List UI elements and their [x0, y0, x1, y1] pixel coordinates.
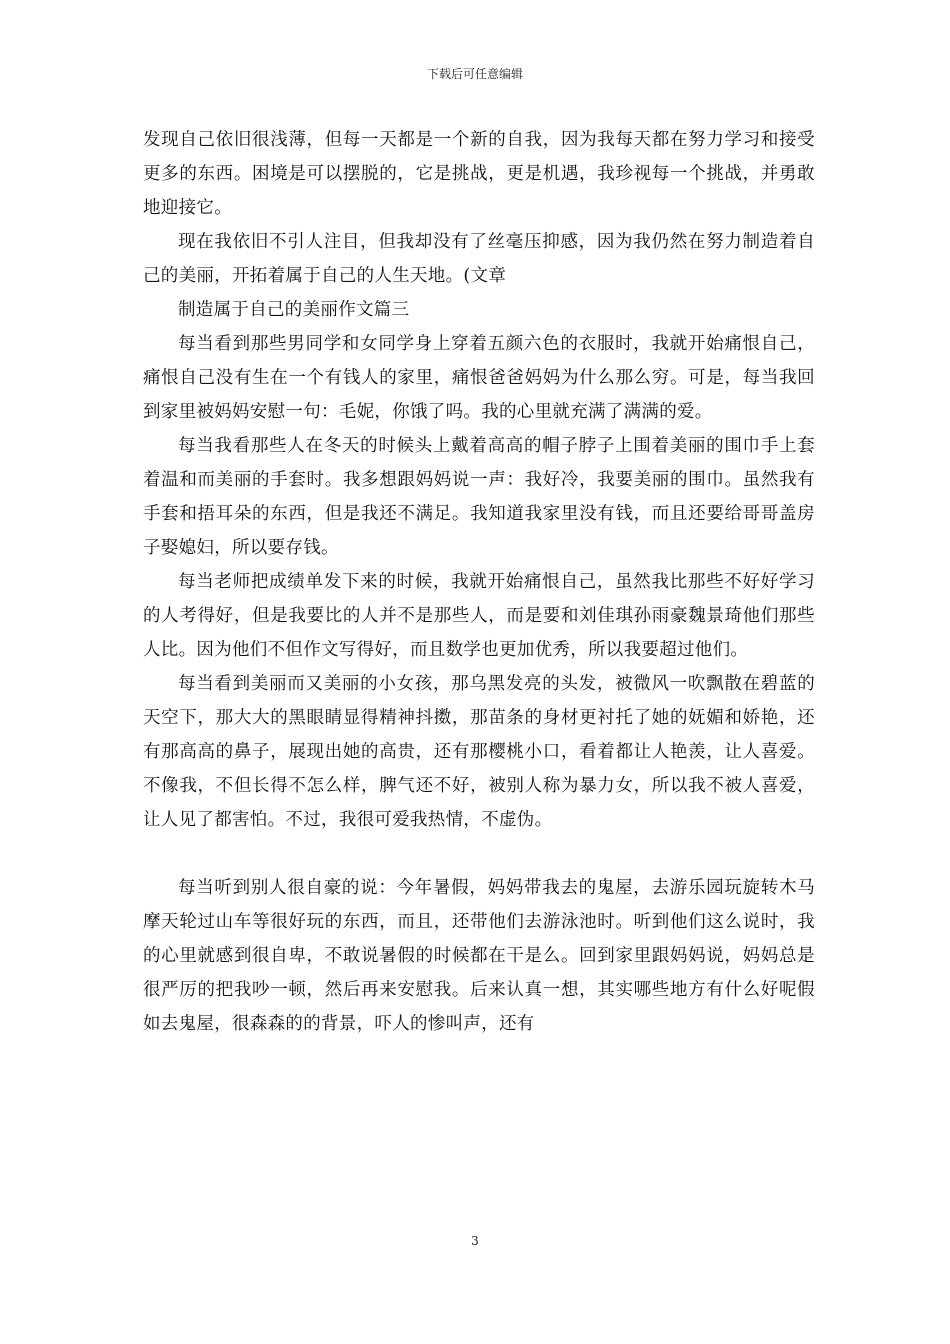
paragraph-spacer [143, 837, 815, 871]
page-number: 3 [471, 1234, 479, 1248]
section-heading: 制造属于自己的美丽作文篇三 [178, 300, 410, 320]
paragraph-6: 每当看到美丽而又美丽的小女孩，那乌黑发亮的头发，被微风一吹飘散在碧蓝的天空下，那大大的黑眼睛显得精神抖擞，那苗条的身材更衬托了她的妩媚和娇艳，还有那高高的鼻子，展现出她的高贵，还有那樱桃小口，看着都让人艳羡，让人喜爱。不像我，不但长得不怎么样，脾气还不好，被别人称为暴力女，所以我不被人喜爱，让人见了都害怕。不过，我很可爱我热情，不虚伪。 [143, 674, 815, 830]
paragraph-4: 每当我看那些人在冬天的时候头上戴着高高的帽子脖子上围着美丽的围巾手上套着温和而美丽的手套时。我多想跟妈妈说一声：我好冷，我要美丽的围巾。虽然我有手套和捂耳朵的东西，但是我还不满足。我知道我家里没有钱，而且还要给哥哥盖房子娶媳妇，所以要存钱。 [143, 436, 815, 558]
paragraph-2: 现在我依旧不引人注目，但我却没有了丝毫压抑感，因为我仍然在努力制造着自己的美丽，开拓着属于自己的人生天地。(文章 [143, 232, 815, 286]
paragraph-5: 每当老师把成绩单发下来的时候，我就开始痛恨自己，虽然我比那些不好好学习的人考得好，但是我要比的人并不是那些人，而是要和刘佳琪孙雨豪魏景琦他们那些人比。因为他们不但作文写得好，而且数学也更加优秀，所以我要超过他们。 [143, 572, 815, 660]
document-body [143, 123, 815, 1041]
paragraph-1: 发现自己依旧很浅薄，但每一天都是一个新的自我，因为我每天都在努力学习和接受更多的东西。困境是可以摆脱的，它是挑战，更是机遇，我珍视每一个挑战，并勇敢地迎接它。 [143, 130, 815, 218]
paragraph-7: 每当听到别人很自豪的说：今年暑假，妈妈带我去的鬼屋，去游乐园玩旋转木马摩天轮过山车等很好玩的东西，而且，还带他们去游泳池时。听到他们这么说时，我的心里就感到很自卑，不敢说暑假的时候都在干是么。回到家里跟妈妈说，妈妈总是很严厉的把我吵一顿，然后再来安慰我。后来认真一想，其实哪些地方有什么好呢假如去鬼屋，很森森的的背景，吓人的惨叫声，还有 [143, 878, 815, 1034]
paragraph-3: 每当看到那些男同学和女同学身上穿着五颜六色的衣服时，我就开始痛恨自己，痛恨自己没有生在一个有钱人的家里，痛恨爸爸妈妈为什么那么穷。可是，每当我回到家里被妈妈安慰一句：毛妮，你饿了吗。我的心里就充满了满满的爱。 [143, 334, 815, 422]
page-header: 下载后可任意编辑 [426, 67, 523, 81]
